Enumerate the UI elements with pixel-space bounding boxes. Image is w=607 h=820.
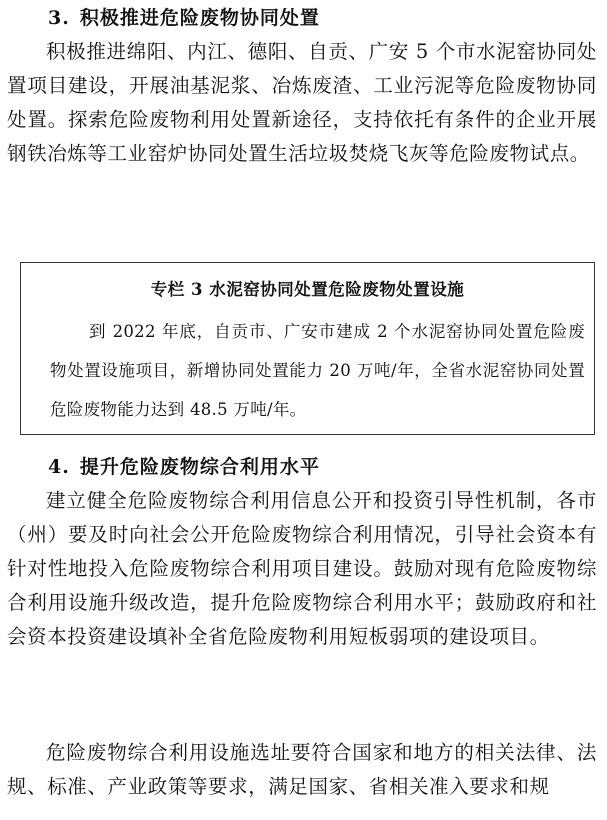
- sidebar-box-body: 到 2022 年底，自贡市、广安市建成 2 个水泥窑协同处置危险废物处置设施项目，新增协同处置能力 20 万吨/年，全省水泥窑协同处置危险废物能力达到 48.5 万吨/年。: [50, 322, 585, 419]
- sidebar-box: [20, 262, 595, 435]
- section-3-title: 积极推进危险废物协同处置: [79, 7, 320, 29]
- section-4-paragraph-1: 建立健全危险废物综合利用信息公开和投资引导性机制，各市（州）要及时向社会公开危险废物综合利用情况，引导社会资本有针对性地投入危险废物综合利用项目建设。鼓励对现有危险废物综合利用设施升级改造，提升危险废物综合利用水平；鼓励政府和社会资本投资建设填补全省危险废物利用短板弱项的建设项目。: [7, 489, 597, 648]
- section-3-paragraph: 积极推进绵阳、内江、德阳、自贡、广安 5 个市水泥窑协同处置项目建设，开展油基泥浆、冶炼废渣、工业污泥等危险废物协同处置。探索危险废物利用处置新途径，支持依托有条件的企业开展钢铁冶炼等工业窑炉协同处置生活垃圾焚烧飞灰等危险废物试点。: [7, 40, 597, 165]
- section-4-title: 提升危险废物综合利用水平: [79, 456, 320, 478]
- sidebar-box-title: 专栏 3 水泥窑协同处置危险废物处置设施: [150, 280, 465, 299]
- section-4-number: 4.: [48, 456, 70, 478]
- section-3-number: 3.: [48, 7, 70, 29]
- section-4-paragraph-2: 危险废物综合利用设施选址要符合国家和地方的相关法律、法规、标准、产业政策等要求，满足国家、省相关准入要求和规: [7, 741, 597, 798]
- section-4-heading: [48, 455, 320, 479]
- section-3-heading: [48, 6, 320, 30]
